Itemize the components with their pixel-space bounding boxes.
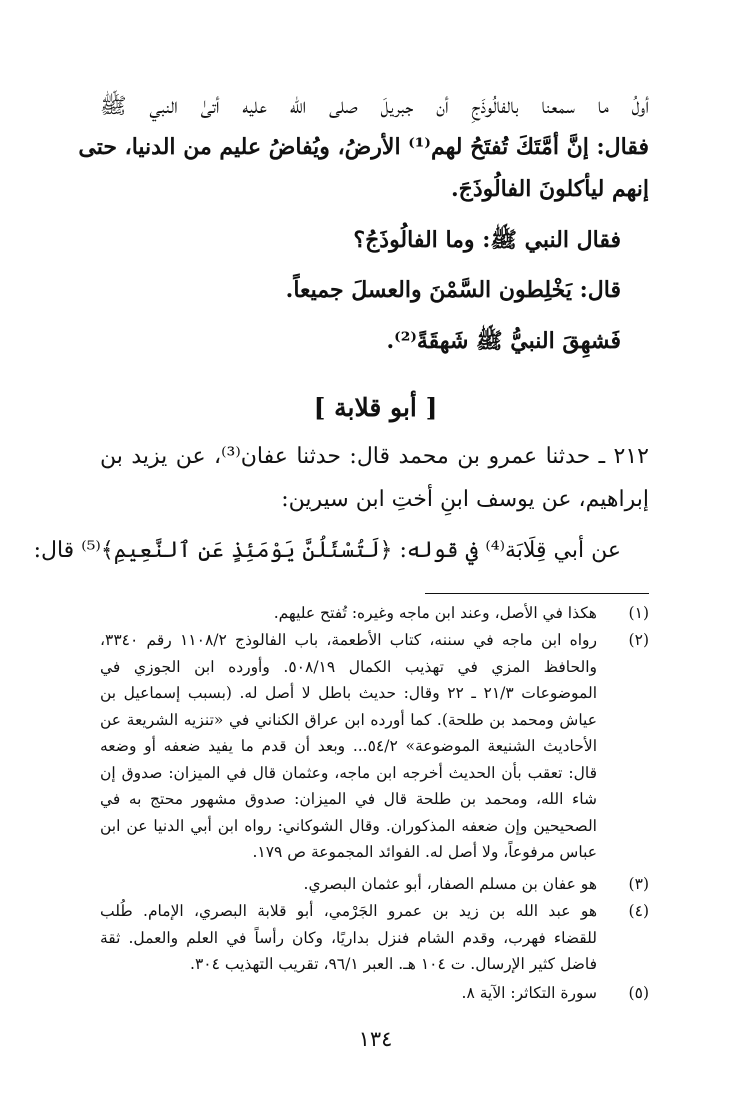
body-line-3: إنهم ليأكلونَ الفالُوذَجَ. — [450, 176, 649, 202]
footnote-line: فاضل كثير الإرسال. ت ١٠٤ هـ. العبر ٩٦/١، تقريب التهذيب ٣٠٤. — [190, 955, 597, 973]
body-line-2: فقال: إنَّ أمَّتَكَ تُفتَحُ لهم⁽¹⁾ الأرضُ، ويُفاضُ عليم من الدنيا، حتى — [78, 134, 649, 160]
footnote-divider — [425, 593, 649, 594]
footnote-number: (٤) — [628, 902, 649, 920]
footnote-line: الموضوعات ٢١/٣ ـ ٢٢ وقال: حديث باطل لا أصل له. (بسبب إسماعيل بن — [100, 684, 598, 702]
body-line-6: فَشهِقَ النبيُّ ﷺ شَهقَةً⁽²⁾. — [386, 328, 621, 354]
body-line-1: أولُ ما سمعنا بالفالُوذَجِ أن جبريلَ صلى الله عليه أتىٰ النبي ﷺ — [100, 94, 649, 119]
body-line-4: فقال النبي ﷺ: وما الفالُوذَجُ؟ — [353, 227, 621, 253]
footnote-line: والحافظ المزي في تهذيب الكمال ٥٠٨/١٩. وأورده ابن الجوزي في — [100, 657, 598, 676]
footnote-line: للقضاء فهرب، وقدم الشام فنزل بداريًا، وكان رأساً في العلم والعمل. ثقة — [100, 928, 597, 947]
footnote-line: شاء الله، ومحمد بن طلحة قال في الميزان: صدوق مشهور محتج به في — [100, 790, 597, 808]
footnote-line: عياش ومحمد بن طلحة). كما أورده ابن عراق الكناني في «تنزيه الشريعة عن — [100, 710, 597, 729]
footnote-line: قال: تعقب بأن الحديث أخرجه ابن ماجه، وعثمان قال في الميزان: صدوق إن — [100, 763, 597, 782]
footnote-number: (٥) — [628, 984, 649, 1002]
footnote-line: هكذا في الأصل، وعند ابن ماجه وغيره: تُفتح عليهم. — [273, 604, 597, 622]
footnote-line: رواه ابن ماجه في سننه، كتاب الأطعمة، باب الفالوذج ١١٠٨/٢ رقم ٣٣٤٠، — [100, 631, 597, 649]
page-number: ١٣٤ — [358, 1027, 393, 1051]
footnote-line: هو عبد الله بن زيد بن عمرو الجَرْمي، أبو قلابة البصري، الإمام. طُلب — [100, 902, 597, 920]
footnote-4 — [100, 898, 649, 978]
footnote-2 — [100, 627, 649, 867]
footnote-line: عباس مرفوعاً، ولا أصل له. الفوائد المجموعة ص ١٧٩. — [252, 843, 597, 861]
footnote-number: (٣) — [628, 875, 649, 893]
footnote-number: (٢) — [628, 631, 649, 649]
footnote-5 — [100, 980, 649, 1007]
footnote-number: (١) — [628, 604, 649, 622]
hadith-line-1: ٢١٢ ـ حدثنا عمرو بن محمد قال: حدثنا عفان⁽³⁾، عن يزيد بن — [100, 444, 649, 469]
footnote-line: الأحاديث الشنيعة الموضوعة» ٥٤/٢... وبعد أن قدم ما يفيد ضعفه أو وضعه — [100, 737, 597, 755]
hadith-line-2: إبراهيم، عن يوسف ابنِ أختِ ابن سيرين: — [281, 487, 649, 512]
hadith-line-3: عن أبي قِلَابَة⁽⁴⁾ في قوله: ﴿لَتُسْئَلُنَّ يَوْمَئِذٍ عَنِ ٱلنَّعِيمِ﴾⁽⁵⁾ قال: — [33, 538, 621, 563]
footnote-1 — [100, 600, 649, 627]
footnote-line: الصحيحين وإن ضعفه المذكوران. وقال الشوكاني: رواه ابن أبي الدنيا عن ابن — [100, 816, 597, 835]
footnote-line: سورة التكاثر: الآية ٨. — [461, 984, 597, 1002]
footnote-3 — [100, 871, 649, 898]
body-line-5: قال: يَخْلِطون السَّمْنَ والعسلَ جميعاً. — [285, 277, 621, 303]
section-heading: [ أبو قلابة ] — [313, 393, 438, 422]
footnote-line: هو عفان بن مسلم الصفار، أبو عثمان البصري. — [303, 875, 597, 893]
